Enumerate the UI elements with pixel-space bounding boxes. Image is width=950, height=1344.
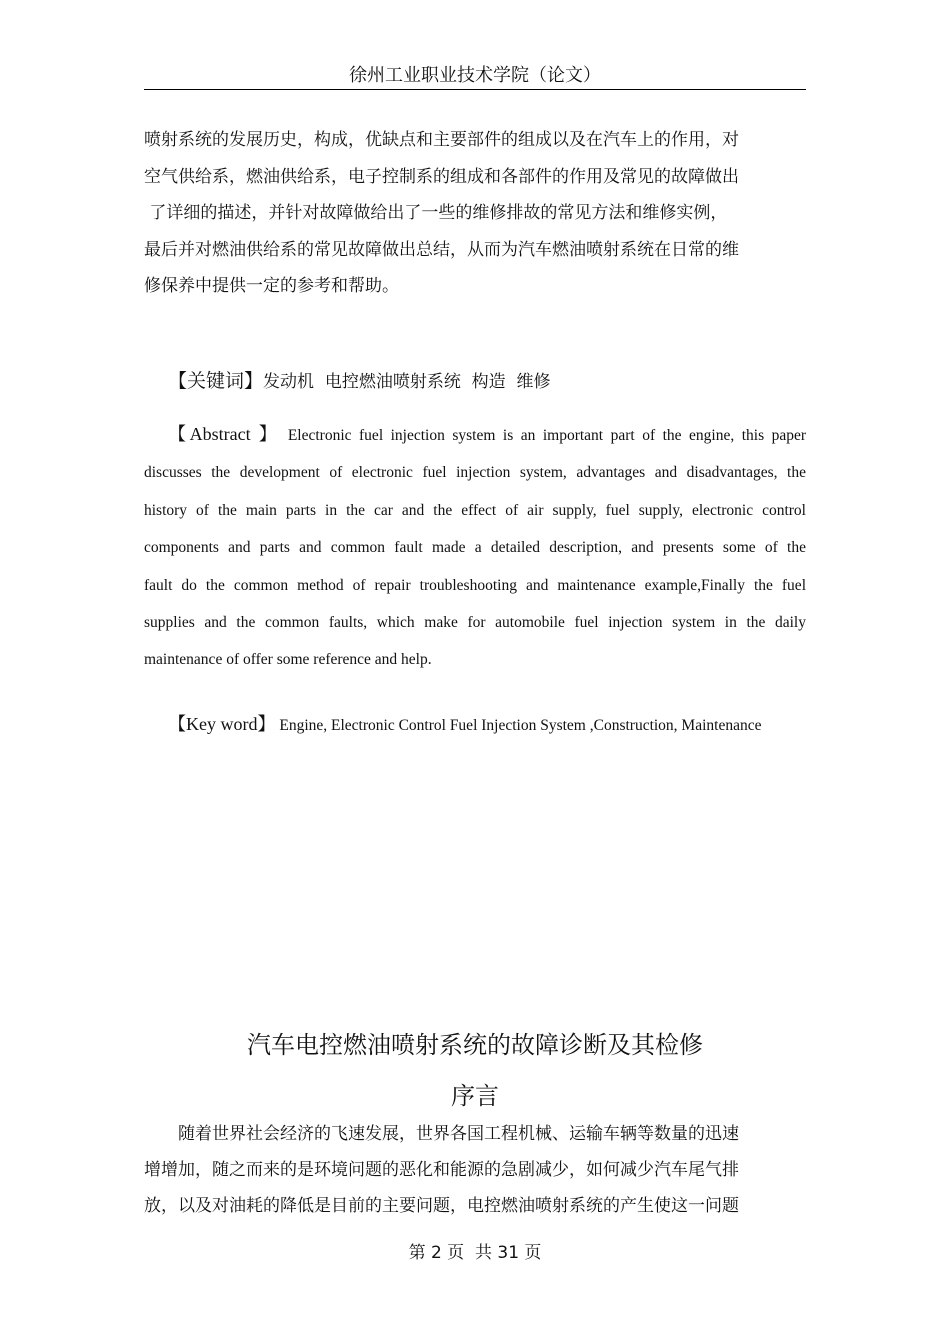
preface-body [144,1116,806,1224]
keywords-label: 【关键词】 [168,370,264,392]
abstract-line: 最后并对燃油供给系的常见故障做出总结，从而为汽车燃油喷射系统在日常的维 [144,239,739,260]
abstract-line: components and parts and common fault made a detailed description, and presents some of the [144,539,806,557]
abstract-line: 修保养中提供一定的参考和帮助。 [144,276,399,296]
abstract-line: maintenance of offer some reference and help. [144,651,432,669]
page-header: 徐州工业职业技术学院（论文） [349,65,601,86]
abstract-line: 了详细的描述，并针对故障做给出了一些的维修排故的常见方法和维修实例， [144,203,728,223]
preface-line: 增增加，随之而来的是环境问题的恶化和能源的急剧减少，如何减少汽车尾气排 [144,1160,739,1180]
header-divider [144,89,806,90]
preface-line: 随着世界社会经济的飞速发展，世界各国工程机械、运输车辆等数量的迅速 [178,1124,739,1144]
keywords-text: 发动机 电控燃油喷射系统 构造 维修 [263,372,551,392]
abstract-line: discusses the development of electronic fuel injection system, advantages and disadvantages, the [144,464,806,482]
chinese-abstract [144,122,806,305]
abstract-label: 【Abstract 】 [168,424,281,444]
english-keywords [168,709,828,741]
abstract-line: 空气供给系，燃油供给系，电子控制系的组成和各部件的作用及常见的故障做出 [144,166,739,187]
abstract-text: Electronic fuel injection system is an important part of the engine, this paper [287,427,807,444]
keywords-text: Engine, Electronic Control Fuel Injection System ,Construction, Maintenance [279,717,762,734]
paper-title: 汽车电控燃油喷射系统的故障诊断及其检修 [247,1031,703,1059]
preface-heading: 序言 [451,1082,499,1110]
english-abstract [144,416,806,679]
page-number: 第 2 页 共 31 页 [408,1243,542,1263]
abstract-line: supplies and the common faults, which make for automobile fuel injection system in the daily [144,614,806,632]
abstract-line: history of the main parts in the car and the effect of air supply, fuel supply, electronic control [144,501,806,519]
preface-line: 放，以及对油耗的降低是目前的主要问题，电控燃油喷射系统的产生使这一问题 [144,1196,739,1216]
abstract-line [144,416,806,454]
abstract-line: fault do the common method of repair troubleshooting and maintenance example,Finally the fuel [144,576,806,594]
abstract-line: 喷射系统的发展历史，构成，优缺点和主要部件的组成以及在汽车上的作用，对 [144,130,739,150]
chinese-keywords [168,366,808,397]
keywords-label: 【Key word】 [168,714,276,734]
